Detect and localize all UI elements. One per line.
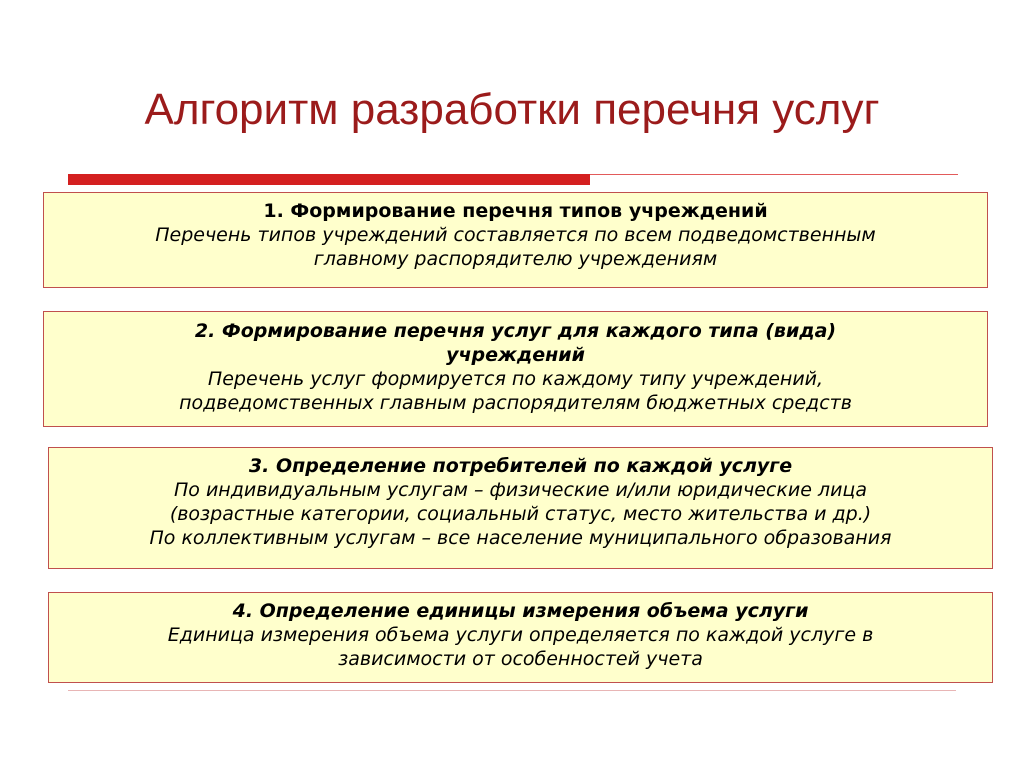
step-4-text-line-1: Единица измерения объема услуги определяется по каждой услуге в (167, 624, 874, 646)
step-2-text-line-2: подведомственных главным распорядителям бюджетных средств (179, 392, 852, 414)
step-1-heading: 1. Формирование перечня типов учреждений (263, 200, 768, 222)
step-box-2 (43, 311, 988, 427)
step-3-heading: 3. Определение потребителей по каждой услуге (248, 455, 793, 477)
step-3-text-line-1: По индивидуальным услугам – физические и/или юридические лица (174, 479, 867, 501)
step-2-heading-line-2: учреждений (446, 344, 585, 366)
title-underline-thin (590, 174, 958, 175)
bottom-divider (68, 690, 956, 691)
slide-title: Алгоритм разработки перечня услуг (144, 85, 880, 134)
step-3-text-line-2: (возрастные категории, социальный статус, место жительства и др.) (169, 503, 872, 525)
step-box-1 (43, 192, 988, 288)
step-box-4 (48, 592, 993, 683)
step-2-heading-line-1: 2. Формирование перечня услуг для каждого типа (вида) (194, 320, 837, 342)
step-box-3 (48, 447, 993, 569)
step-4-text-line-2: зависимости от особенностей учета (338, 648, 703, 670)
step-1-text-line-2: главному распорядителю учреждениям (313, 248, 718, 270)
step-4-heading: 4. Определение единицы измерения объема услуги (232, 600, 809, 622)
step-2-text-line-1: Перечень услуг формируется по каждому типу учреждений, (207, 368, 824, 390)
step-1-text-line-1: Перечень типов учреждений составляется по всем подведомственным (155, 224, 876, 246)
step-3-text-line-3: По коллективным услугам – все население муниципального образования (149, 527, 892, 549)
title-underline-thick (68, 174, 590, 185)
